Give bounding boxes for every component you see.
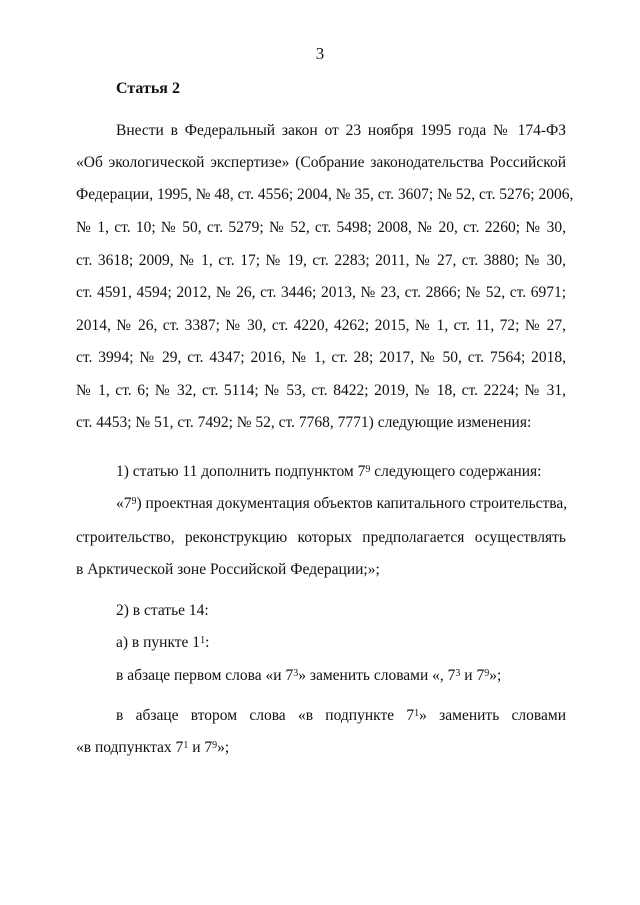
paragraph-line: Внести в Федеральный закон от 23 ноября 1995 года № 174-ФЗ xyxy=(116,122,566,139)
list-item-1: 1) статью 11 дополнить подпунктом $7^9$ следующего содержания: xyxy=(116,463,542,480)
paragraph-line: 2014, № 26, ст. 3387; № 30, ст. 4220, 4262; 2015, № 1, ст. 11, 72; № 27, xyxy=(76,317,566,334)
paragraph-line: ст. 3618; 2009, № 1, ст. 17; № 19, ст. 2283; 2011, № 27, ст. 3880; № 30, xyxy=(76,252,566,269)
paragraph-line: № 1, ст. 6; № 32, ст. 5114; № 53, ст. 8422; 2019, № 18, ст. 2224; № 31, xyxy=(76,382,566,399)
paragraph-line: ст. 4453; № 51, ст. 7492; № 52, ст. 7768, 7771) следующие изменения: xyxy=(76,414,532,431)
paragraph-line: № 1, ст. 10; № 50, ст. 5279; № 52, ст. 5498; 2008, № 20, ст. 2260; № 30, xyxy=(76,219,566,236)
paragraph-line: Федерации, 1995, № 48, ст. 4556; 2004, № 35, ст. 3607; № 52, ст. 5276; 2006, xyxy=(76,186,574,203)
paragraph-line: ст. 4591, 4594; 2012, № 26, ст. 3446; 2013, № 23, ст. 2866; № 52, ст. 6971; xyxy=(76,284,566,301)
list-item-2: 2) в статье 14: xyxy=(116,602,209,619)
quote-line: в Арктической зоне Российской Федерации;»; xyxy=(76,561,380,578)
paragraph-line: ст. 3994; № 29, ст. 4347; 2016, № 1, ст. 28; 2017, № 50, ст. 7564; 2018, xyxy=(76,349,566,366)
paragraph-line: в абзаце втором слова «в подпункте $7^1$» заменить словами xyxy=(116,707,566,724)
page-number: 3 xyxy=(315,44,325,63)
quote-line: строительство, реконструкцию которых предполагается осуществлять xyxy=(76,529,566,546)
article-heading: Статья 2 xyxy=(116,80,180,97)
quote-line: «$7^9$) проектная документация объектов капитального строительства, xyxy=(116,495,568,512)
paragraph-line: «Об экологической экспертизе» (Собрание законодательства Российской xyxy=(76,154,566,171)
paragraph-line: «в подпунктах $7^1$ и $7^9$»; xyxy=(76,739,230,756)
paragraph-line: в абзаце первом слова «и $7^3$» заменить словами «, $7^3$ и $7^9$»; xyxy=(116,667,502,684)
list-item-2a: а) в пункте $1^1$: xyxy=(116,634,210,651)
